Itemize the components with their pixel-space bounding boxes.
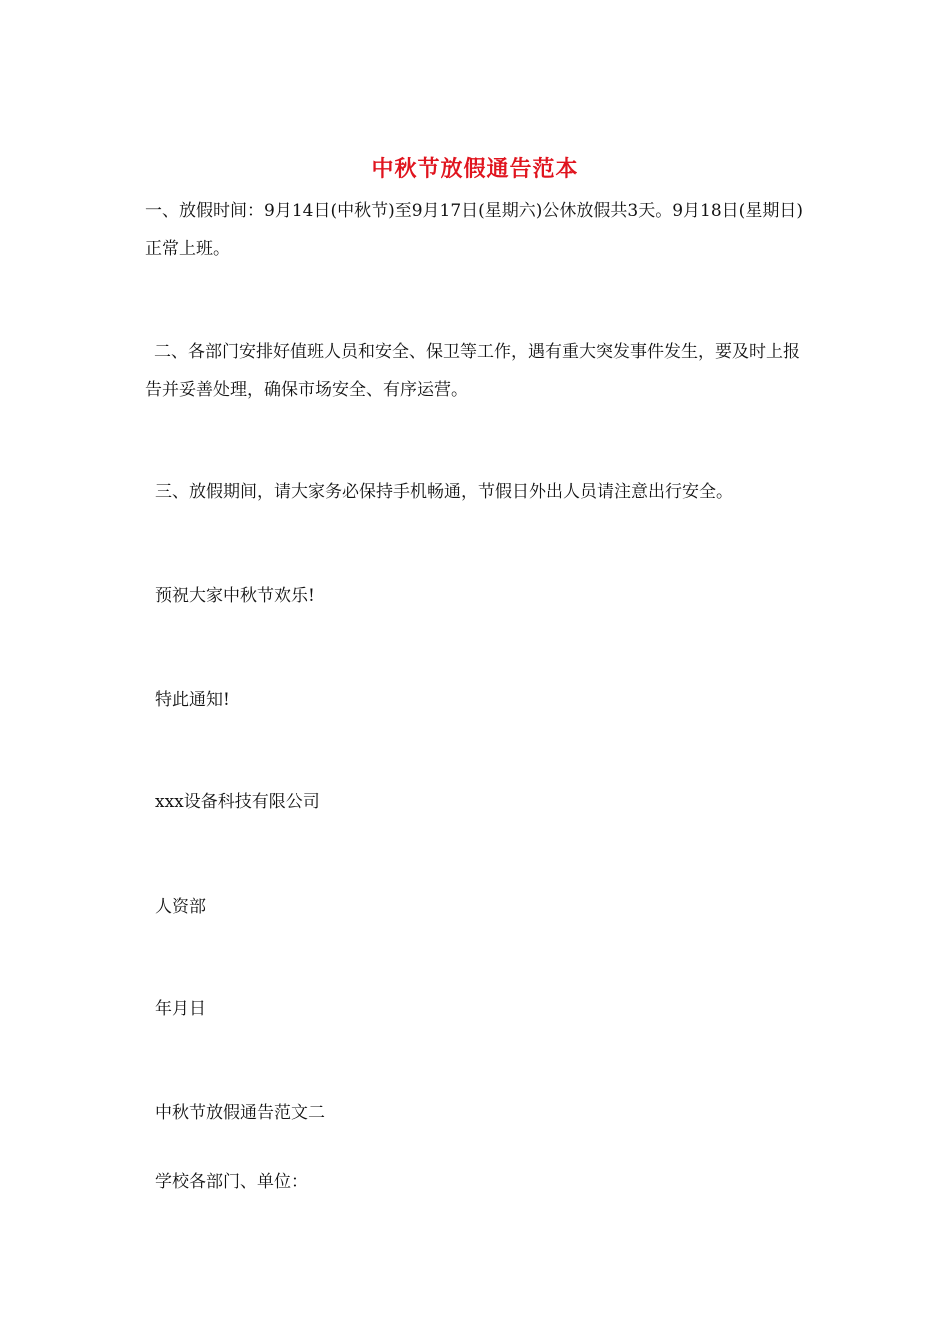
second-sample-title: 中秋节放假通告范文二: [155, 1103, 325, 1123]
paragraph-duty-arrangement: 二、各部门安排好值班人员和安全、保卫等工作，遇有重大突发事件发生，要及时上报告并妥善处理，确保市场安全、有序运营。: [145, 342, 800, 400]
notice-line: 特此通知!: [155, 690, 230, 710]
company-name: xxx设备科技有限公司: [155, 792, 320, 812]
department-name: 人资部: [155, 897, 206, 917]
greeting-line: 预祝大家中秋节欢乐!: [155, 586, 315, 606]
salutation-line: 学校各部门、单位：: [155, 1172, 308, 1192]
paragraph-holiday-time: 一、放假时间：9月14日(中秋节)至9月17日(星期六)公休放假共3天。9月18日(星期日)正常上班。: [145, 201, 803, 259]
paragraph-safety-reminder: 三、放假期间，请大家务必保持手机畅通，节假日外出人员请注意出行安全。: [155, 482, 733, 502]
document-title: 中秋节放假通告范本: [371, 156, 579, 182]
date-line: 年月日: [155, 999, 206, 1019]
